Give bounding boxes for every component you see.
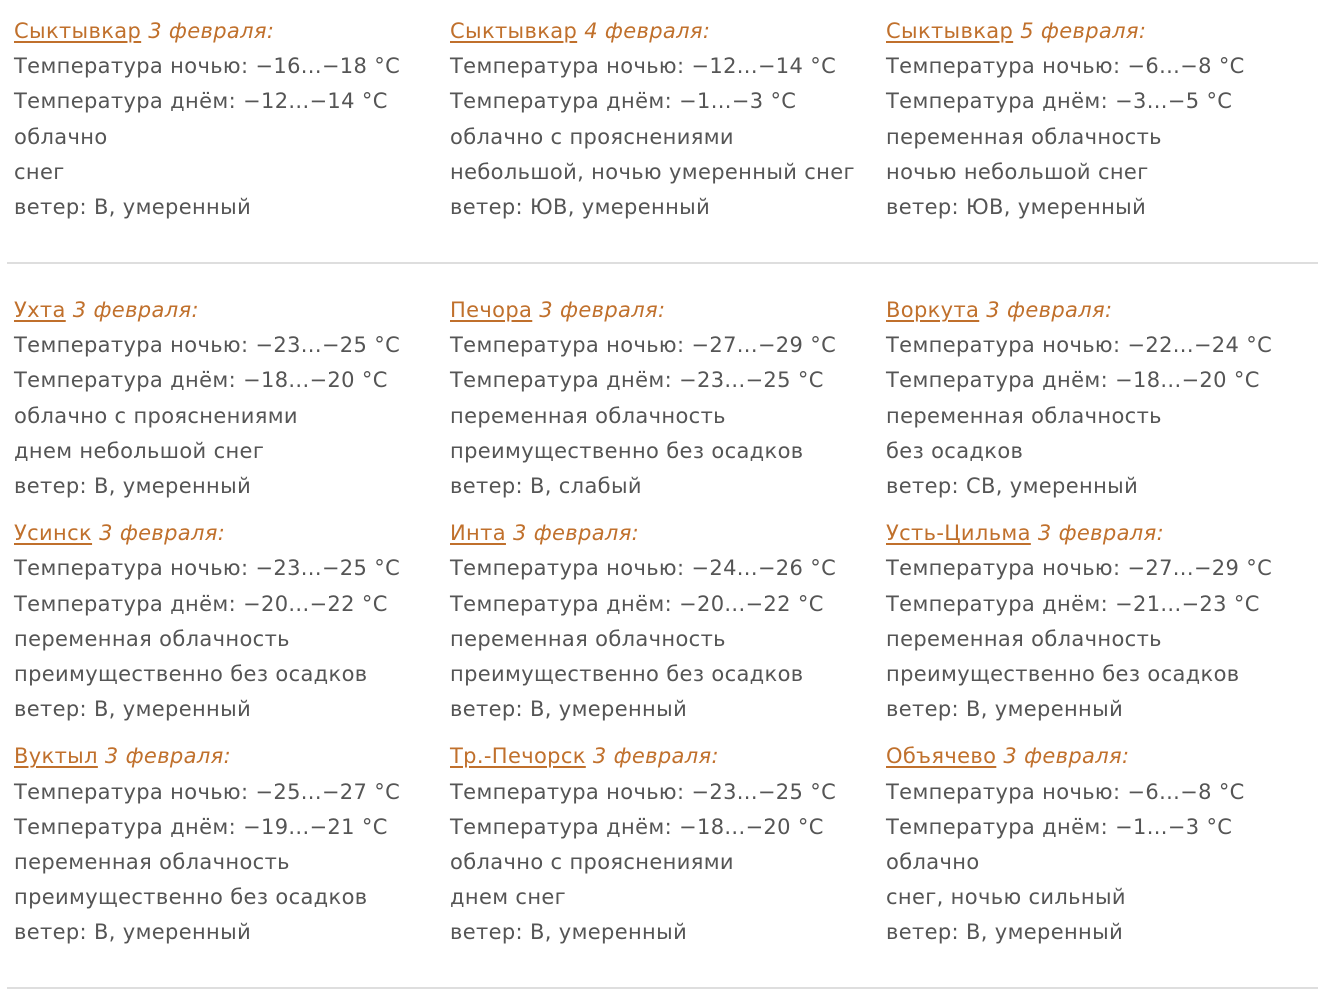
cloudiness: переменная облачность — [14, 626, 290, 651]
forecast-card — [14, 516, 450, 727]
forecast-card — [450, 516, 886, 727]
forecast-card-header — [886, 293, 1314, 328]
forecast-card-header — [14, 14, 450, 49]
regional-forecast-section — [14, 293, 1314, 951]
precipitation: преимущественно без осадков — [14, 885, 368, 910]
wind: ветер: В, умеренный — [886, 920, 1124, 945]
forecast-date: 3 февраля: — [592, 744, 719, 769]
forecast-card — [450, 293, 886, 504]
forecast-date: 3 февраля: — [104, 744, 232, 769]
section-divider — [7, 262, 1318, 264]
wind: ветер: ЮВ, умеренный — [450, 195, 711, 220]
day-temperature: Температура днём: −1...−3 °C — [886, 814, 1233, 839]
forecast-date: 3 февраля: — [99, 521, 226, 546]
night-temperature: Температура ночью: −23...−25 °C — [14, 556, 401, 581]
wind: ветер: В, умеренный — [14, 474, 252, 499]
precipitation: преимущественно без осадков — [450, 438, 804, 463]
precipitation: ночью небольшой снег — [886, 159, 1149, 184]
cloudiness: переменная облачность — [886, 626, 1162, 651]
cloudiness: переменная облачность — [14, 850, 290, 875]
forecast-card — [886, 516, 1314, 727]
night-temperature: Температура ночью: −25...−27 °C — [14, 779, 401, 804]
forecast-date: 5 февраля: — [1020, 19, 1147, 43]
city-link[interactable]: Объячево — [886, 744, 997, 769]
precipitation: снег, ночью сильный — [886, 885, 1126, 910]
cloudiness: облачно — [14, 124, 108, 149]
day-temperature: Температура днём: −1...−3 °C — [450, 89, 797, 114]
day-temperature: Температура днём: −23...−25 °C — [450, 368, 824, 393]
day-temperature: Температура днём: −12...−14 °C — [14, 89, 388, 114]
wind: ветер: В, умеренный — [450, 920, 688, 945]
day-temperature: Температура днём: −18...−20 °C — [450, 814, 824, 839]
city-link[interactable]: Ухта — [14, 298, 66, 322]
wind: ветер: В, слабый — [450, 474, 642, 499]
forecast-card — [886, 293, 1314, 504]
wind: ветер: В, умеренный — [14, 697, 252, 722]
forecast-card-header — [14, 739, 450, 774]
wind: ветер: ЮВ, умеренный — [886, 195, 1147, 220]
night-temperature: Температура ночью: −16...−18 °C — [14, 54, 401, 79]
precipitation: преимущественно без осадков — [886, 662, 1240, 687]
city-link[interactable]: Сыктывкар — [14, 19, 142, 43]
forecast-card — [450, 14, 886, 225]
forecast-date: 3 февраля: — [72, 298, 199, 322]
forecast-card-header — [14, 293, 450, 328]
forecast-date: 3 февраля: — [148, 19, 275, 43]
night-temperature: Температура ночью: −6...−8 °C — [886, 54, 1245, 79]
night-temperature: Температура ночью: −23...−25 °C — [14, 333, 401, 358]
night-temperature: Температура ночью: −27...−29 °C — [886, 556, 1273, 581]
precipitation: преимущественно без осадков — [14, 662, 368, 687]
cloudiness: облачно с прояснениями — [14, 403, 298, 428]
precipitation: днем снег — [450, 885, 567, 910]
regional-forecast-grid — [14, 293, 1314, 951]
city-link[interactable]: Печора — [450, 298, 533, 322]
forecast-date: 3 февраля: — [1037, 521, 1164, 546]
forecast-date: 4 февраля: — [584, 19, 711, 43]
cloudiness: переменная облачность — [450, 403, 726, 428]
forecast-card-header — [450, 739, 886, 774]
cloudiness: облачно с прояснениями — [450, 850, 734, 875]
city-link[interactable]: Усть-Цильма — [886, 521, 1031, 546]
forecast-date: 3 февраля: — [1003, 744, 1130, 769]
forecast-card-header — [450, 516, 886, 551]
forecast-card-header — [14, 516, 450, 551]
day-temperature: Температура днём: −19...−21 °C — [14, 814, 388, 839]
city-link[interactable]: Тр.-Печорск — [450, 744, 586, 769]
forecast-card-header — [450, 14, 886, 49]
wind: ветер: СВ, умеренный — [886, 474, 1139, 499]
forecast-card — [14, 739, 450, 950]
day-temperature: Температура днём: −18...−20 °C — [14, 368, 388, 393]
precipitation: снег — [14, 159, 65, 184]
forecast-card — [14, 14, 450, 225]
cloudiness: переменная облачность — [450, 626, 726, 651]
wind: ветер: В, умеренный — [14, 920, 252, 945]
day-temperature: Температура днём: −3...−5 °C — [886, 89, 1233, 114]
day-temperature: Температура днём: −21...−23 °C — [886, 591, 1260, 616]
night-temperature: Температура ночью: −6...−8 °C — [886, 779, 1245, 804]
city-link[interactable]: Инта — [450, 521, 506, 546]
wind: ветер: В, умеренный — [886, 697, 1124, 722]
cloudiness: облачно — [886, 850, 980, 875]
precipitation: днем небольшой снег — [14, 438, 265, 463]
day-temperature: Температура днём: −20...−22 °C — [14, 591, 388, 616]
night-temperature: Температура ночью: −27...−29 °C — [450, 333, 837, 358]
forecast-card — [450, 739, 886, 950]
forecast-date: 3 февраля: — [539, 298, 666, 322]
city-link[interactable]: Воркута — [886, 298, 980, 322]
capital-forecast-grid — [14, 14, 1314, 225]
forecast-card-header — [886, 14, 1314, 49]
city-link[interactable]: Сыктывкар — [886, 19, 1014, 43]
cloudiness: переменная облачность — [886, 403, 1162, 428]
forecast-card — [886, 739, 1314, 950]
forecast-card-header — [450, 293, 886, 328]
night-temperature: Температура ночью: −24...−26 °C — [450, 556, 837, 581]
cloudiness: облачно с прояснениями — [450, 124, 734, 149]
city-link[interactable]: Усинск — [14, 521, 93, 546]
precipitation: без осадков — [886, 438, 1024, 463]
forecast-date: 3 февраля: — [512, 521, 640, 546]
day-temperature: Температура днём: −18...−20 °C — [886, 368, 1260, 393]
forecast-card-header — [886, 739, 1314, 774]
wind: ветер: В, умеренный — [14, 195, 252, 220]
forecast-card — [14, 293, 450, 504]
city-link[interactable]: Вуктыл — [14, 744, 98, 769]
wind: ветер: В, умеренный — [450, 697, 688, 722]
night-temperature: Температура ночью: −22...−24 °C — [886, 333, 1273, 358]
section-divider — [7, 987, 1318, 989]
day-temperature: Температура днём: −20...−22 °C — [450, 591, 824, 616]
night-temperature: Температура ночью: −23...−25 °C — [450, 779, 837, 804]
precipitation: небольшой, ночью умеренный снег — [450, 159, 855, 184]
forecast-card — [886, 14, 1314, 225]
forecast-date: 3 февраля: — [986, 298, 1113, 322]
precipitation: преимущественно без осадков — [450, 662, 804, 687]
cloudiness: переменная облачность — [886, 124, 1162, 149]
capital-forecast-section — [14, 14, 1314, 225]
forecast-card-header — [886, 516, 1314, 551]
city-link[interactable]: Сыктывкар — [450, 19, 578, 43]
night-temperature: Температура ночью: −12...−14 °C — [450, 54, 837, 79]
